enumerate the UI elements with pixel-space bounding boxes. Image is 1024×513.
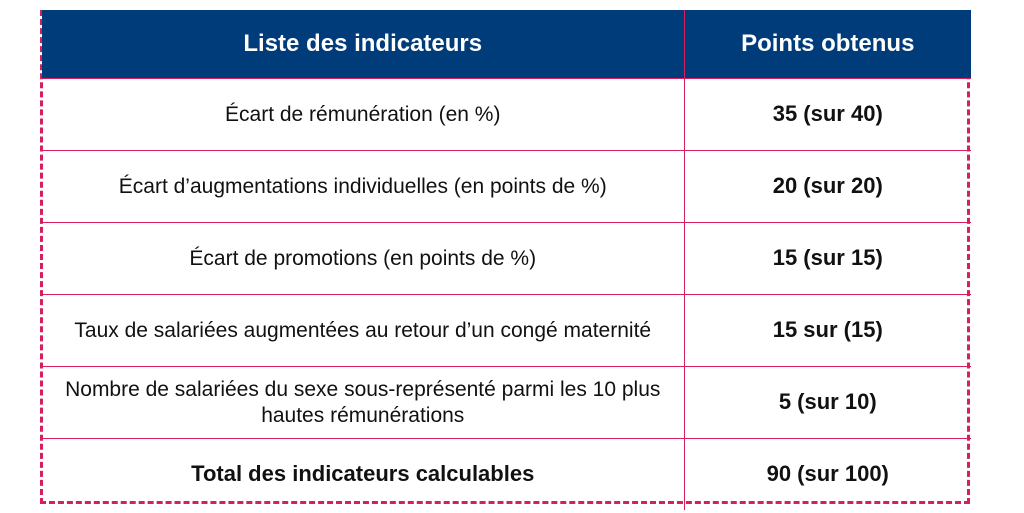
total-label: Total des indicateurs calculables: [42, 439, 684, 511]
indicator-points: 20 (sur 20): [684, 151, 971, 223]
table-row: [42, 79, 971, 151]
indicator-name: Écart d’augmentations individuelles (en points de %): [42, 151, 684, 223]
indicator-points: 15 (sur 15): [684, 223, 971, 295]
total-row: [42, 439, 971, 511]
header-points: Points obtenus: [684, 10, 971, 79]
table-row: [42, 367, 971, 439]
indicator-name: Écart de rémunération (en %): [42, 79, 684, 151]
table-row: [42, 295, 971, 367]
indicator-name: Taux de salariées augmentées au retour d’un congé maternité: [42, 295, 684, 367]
total-points: 90 (sur 100): [684, 439, 971, 511]
indicator-points: 5 (sur 10): [684, 367, 971, 439]
indicator-name: Nombre de salariées du sexe sous-représenté parmi les 10 plus hautes rémunérations: [42, 367, 684, 439]
indicator-name: Écart de promotions (en points de %): [42, 223, 684, 295]
indicators-table: [42, 10, 971, 510]
table-row: [42, 151, 971, 223]
indicator-points: 15 sur (15): [684, 295, 971, 367]
header-indicator-list: Liste des indicateurs: [42, 10, 684, 79]
table-row: [42, 223, 971, 295]
indicator-points: 35 (sur 40): [684, 79, 971, 151]
table-header-row: [42, 10, 971, 79]
